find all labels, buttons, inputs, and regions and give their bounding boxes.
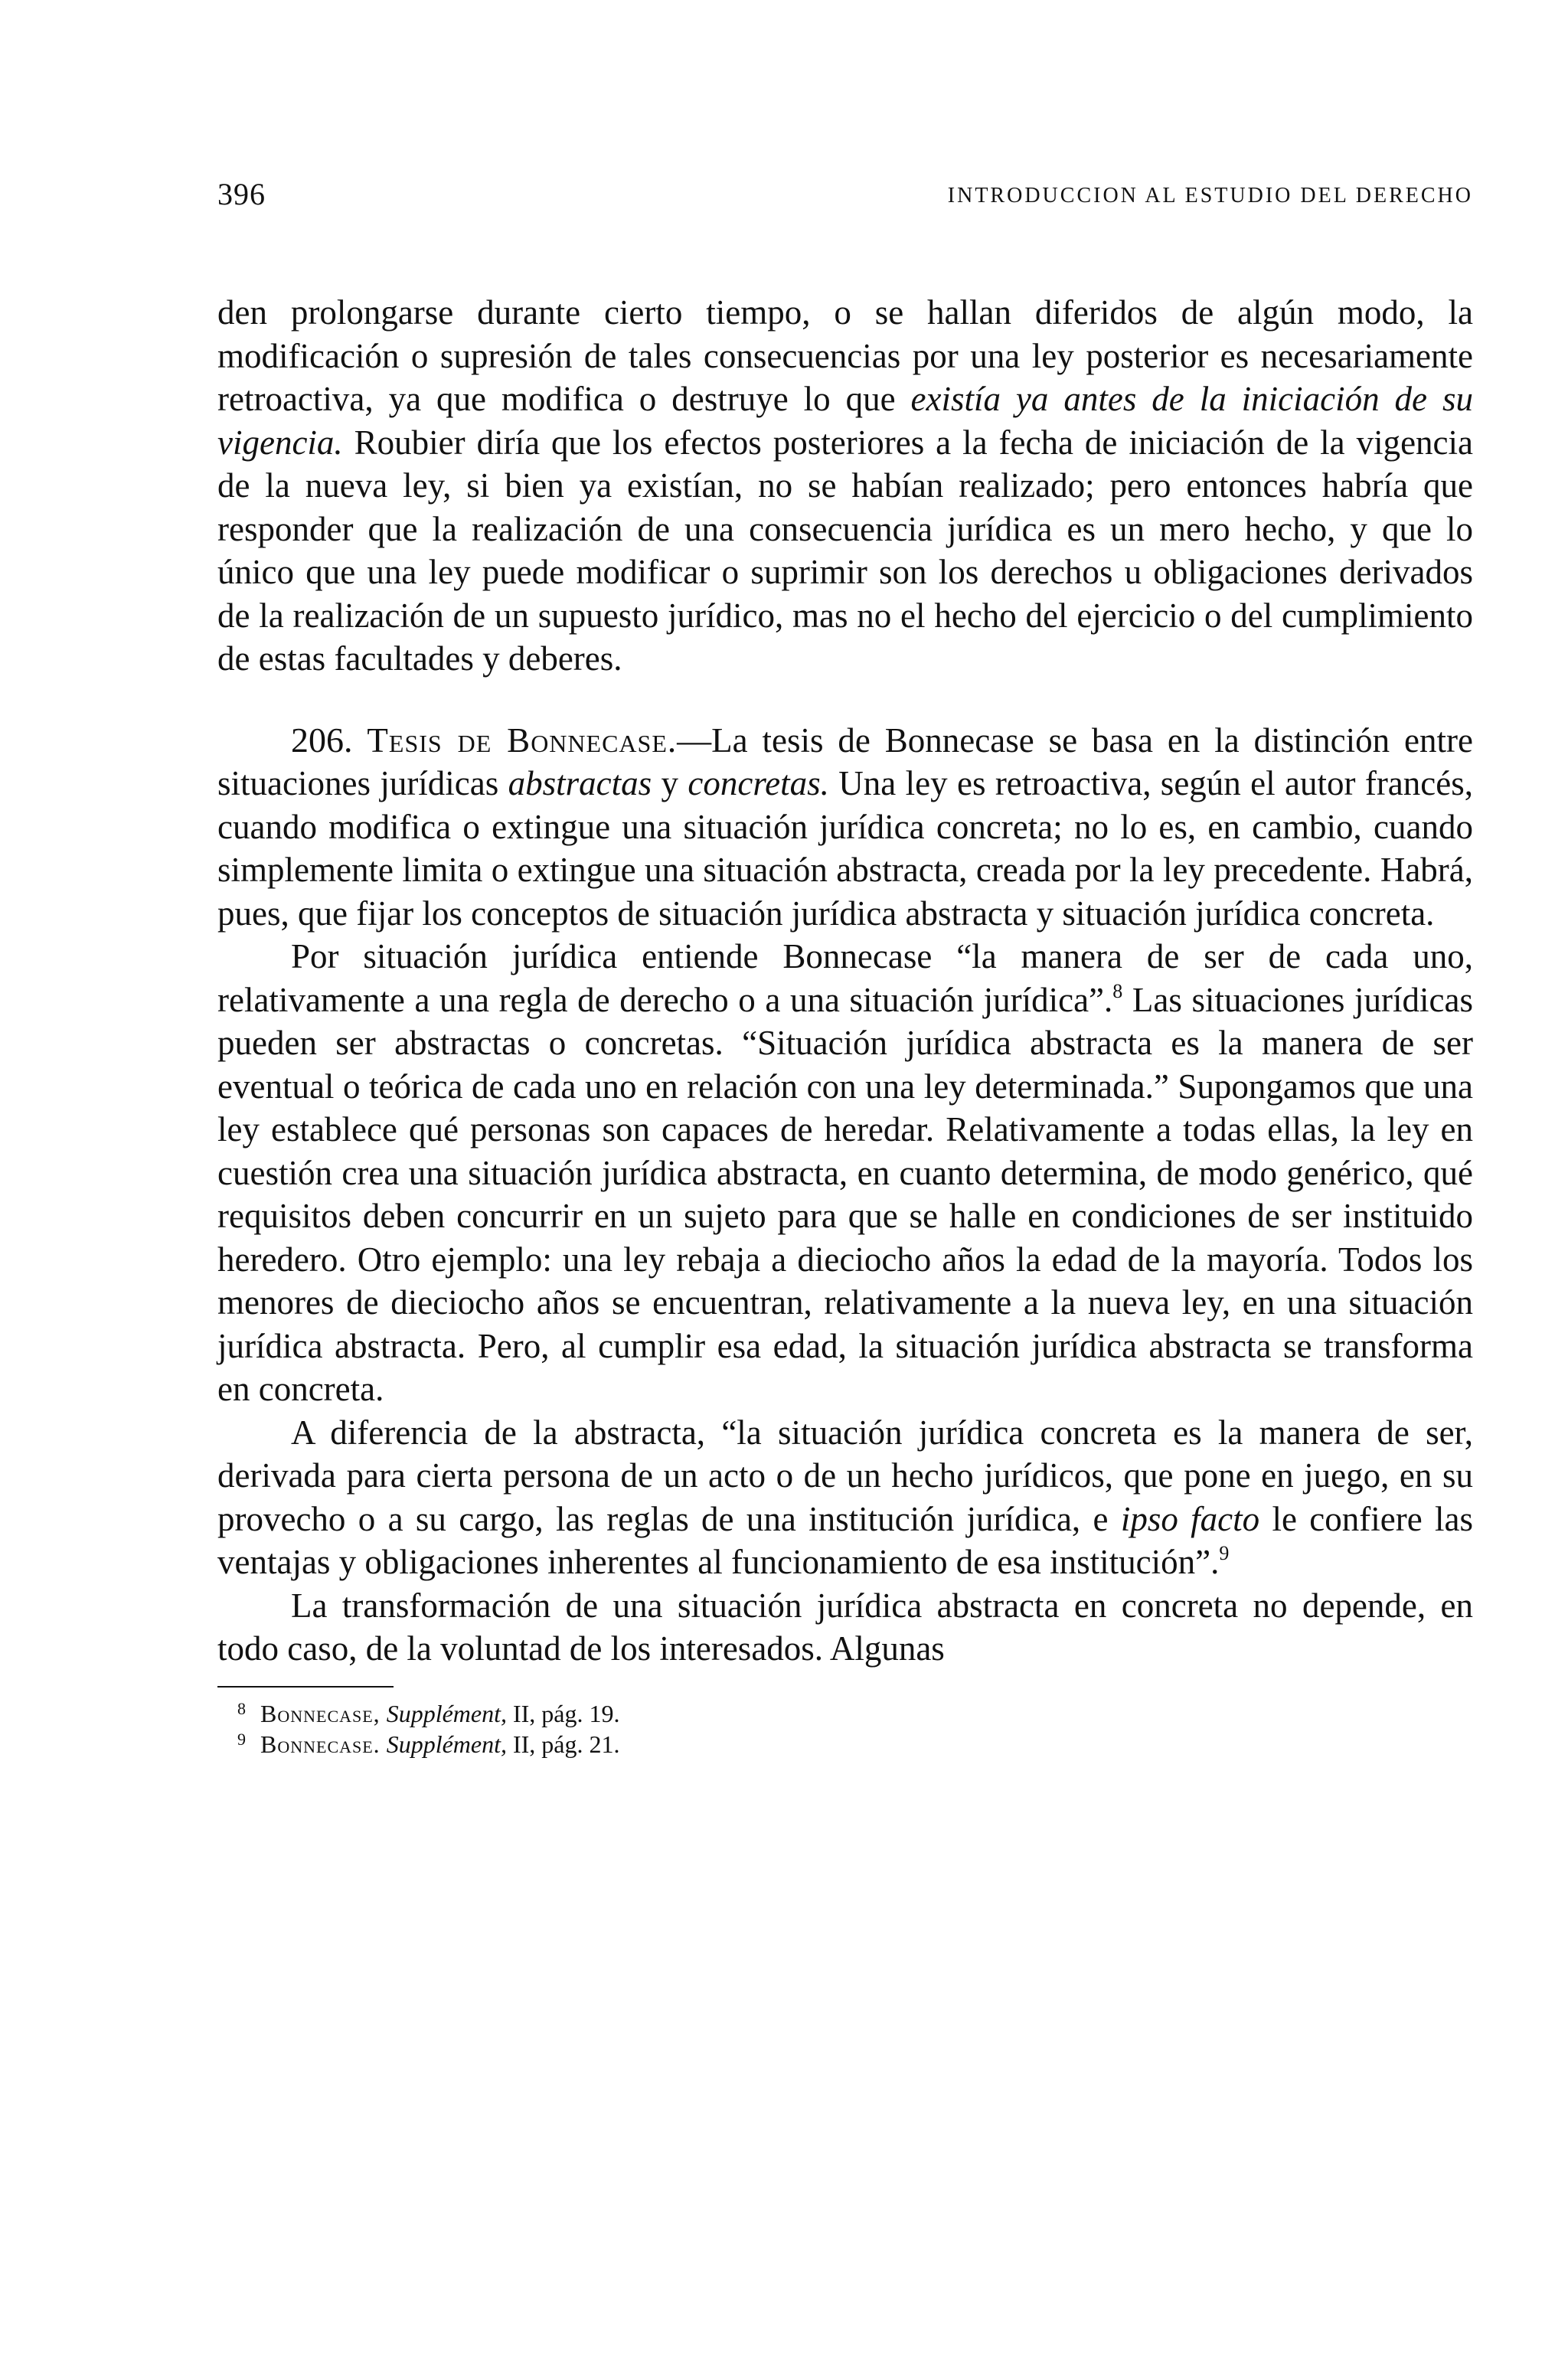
- p2-text-b: y: [652, 764, 688, 802]
- footnote-author: Bonnecase,: [260, 1699, 381, 1727]
- p2-italic-a: abstractas: [508, 764, 652, 802]
- p2-text-a: —La tesis de Bonnecase se basa en la distinción entre situaciones jurídicas: [217, 720, 1473, 802]
- footnote-9: [237, 1729, 1473, 1759]
- footnote-divider: [217, 1686, 394, 1688]
- footnote-8: [237, 1698, 1473, 1729]
- footnote-ref-8[interactable]: 8: [1112, 979, 1123, 1002]
- footnote-mark: 9: [237, 1729, 246, 1749]
- paragraph-transformacion: [217, 1584, 1473, 1671]
- p1-text-a: den prolongarse durante cierto tiempo, o se hallan diferidos de algún modo, la modificación o supresión de tales consecuencias por una ley posterior es necesariamente retroactiva, ya que modifica o destruye lo que: [217, 293, 1473, 418]
- footnote-work: Supplément,: [386, 1730, 507, 1758]
- p2-text-c: Una ley es retroactiva, según el autor francés, cuando modifica o extingue una situación jurídica concreta; no lo es, en cambio, cuando simplemente limita o extingue una situación abstracta, creada por la ley precedente. Habrá, pues, que fijar los conceptos de situación jurídica abstracta y situación jurídica concreta.: [217, 764, 1473, 933]
- body-text: [217, 291, 1473, 1759]
- book-page: [217, 168, 1473, 2282]
- paragraph-situacion-concreta: [217, 1411, 1473, 1584]
- footnote-mark: 8: [237, 1698, 246, 1718]
- p5-text-a: La transformación de una situación jurídica abstracta en concreta no depende, en todo caso, de la voluntad de los interesados. Algunas: [217, 1586, 1473, 1668]
- p4-text-b: le confiere las ventajas y obligaciones inherentes al funcionamiento de esa institución”.: [217, 1499, 1473, 1581]
- p3-text-b: Las situaciones jurídicas pueden ser abstractas o concretas. “Situación jurídica abstracta es la manera de ser eventual o teórica de cada uno en relación con una ley determinada.” Supongamos que una ley establece qué personas son capaces de heredar. Relativamente a todas ellas, la ley en cuestión crea una situación jurídica abstracta, en cuanto determina, de modo genérico, qué requisitos deben concurrir en un sujeto para que se halle en condiciones de ser instituido heredero. Otro ejemplo: una ley rebaja a dieciocho años la edad de la mayoría. Todos los menores de dieciocho años se encuentran, relativamente a la nueva ley, en una situación jurídica abstracta. Pero, al cumplir esa edad, la situación jurídica abstracta se transforma en concreta.: [217, 980, 1473, 1408]
- footnote-ref: II, pág. 21.: [506, 1730, 620, 1758]
- page-number: 396: [217, 177, 266, 211]
- paragraph-continuation: [217, 291, 1473, 681]
- footnotes: [217, 1698, 1473, 1759]
- p4-text-a: A diferencia de la abstracta, “la situación jurídica concreta es la manera de ser, derivada para cierta persona de un acto o de un hecho jurídicos, que pone en juego, en su provecho o a su cargo, las reglas de una institución jurídica, e: [217, 1413, 1473, 1538]
- running-head: [217, 168, 1473, 230]
- p1-italic-a: existía ya antes de la iniciación de su vigencia.: [217, 380, 1473, 462]
- footnote-ref-9[interactable]: 9: [1219, 1542, 1230, 1564]
- footnote-author: Bonnecase.: [260, 1730, 381, 1758]
- p1-text-b: Roubier diría que los efectos posteriores a la fecha de iniciación de la vigencia de la nueva ley, si bien ya existían, no se habían realizado; pero entonces habría que responder que la realización de una consecuencia jurídica es un mero hecho, y que lo único que una ley puede modificar o suprimir son los derechos u obligaciones derivados de la realización de un supuesto jurídico, mas no el hecho del ejercicio o del cumplimiento de estas facultades y deberes.: [217, 423, 1473, 678]
- p3-text-a: Por situación jurídica entiende Bonnecase “la manera de ser de cada uno, relativamente a una regla de derecho o a una situación jurídica”.: [217, 937, 1473, 1019]
- running-title: INTRODUCCION AL ESTUDIO DEL DERECHO: [947, 184, 1473, 207]
- section-number: 206.: [291, 720, 353, 760]
- footnote-work: Supplément,: [386, 1699, 507, 1727]
- p2-italic-b: concretas.: [688, 764, 829, 802]
- p4-italic-a: ipso facto: [1120, 1499, 1260, 1538]
- paragraph-situacion-juridica: [217, 935, 1473, 1411]
- section-206-paragraph: [217, 719, 1473, 936]
- footnote-ref: II, pág. 19.: [506, 1699, 620, 1727]
- section-title: Tesis de Bonnecase.: [367, 720, 678, 760]
